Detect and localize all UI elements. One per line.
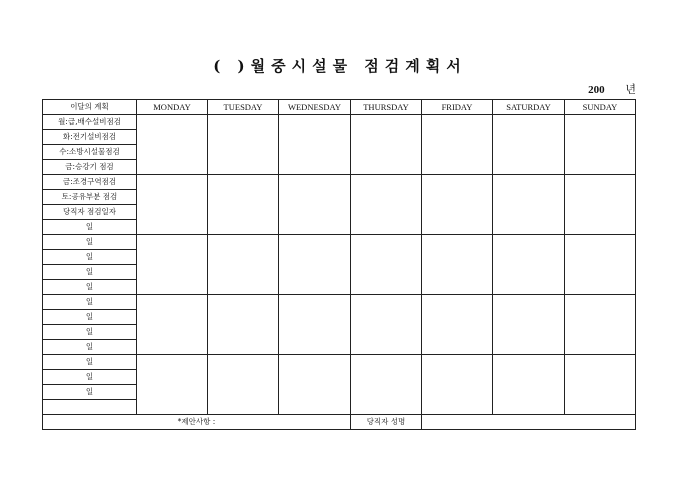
- week5-thursday-cell[interactable]: [351, 355, 422, 415]
- row-label: 화:전기설비점검: [43, 130, 137, 145]
- week3-tuesday-cell[interactable]: [208, 235, 279, 295]
- week1-monday-cell[interactable]: [137, 115, 208, 175]
- week1-thursday-cell[interactable]: [351, 115, 422, 175]
- day-header-tuesday: TUESDAY: [208, 100, 279, 115]
- week3-saturday-cell[interactable]: [493, 235, 565, 295]
- week2-thursday-cell[interactable]: [351, 175, 422, 235]
- day-header-monday: MONDAY: [137, 100, 208, 115]
- document-title: ( )월중시설물 점검계획서: [213, 57, 467, 75]
- row-label: 일: [43, 325, 137, 340]
- row-label: 일: [43, 235, 137, 250]
- day-header-saturday: SATURDAY: [493, 100, 565, 115]
- week1-friday-cell[interactable]: [422, 115, 493, 175]
- week3-monday-cell[interactable]: [137, 235, 208, 295]
- row-label: 토:공유부분 점검: [43, 190, 137, 205]
- week2-tuesday-cell[interactable]: [208, 175, 279, 235]
- week4-friday-cell[interactable]: [422, 295, 493, 355]
- row-label: 수:소방시설물점검: [43, 145, 137, 160]
- week2-monday-cell[interactable]: [137, 175, 208, 235]
- inspection-plan-table: [42, 99, 636, 430]
- day-header-wednesday: WEDNESDAY: [279, 100, 351, 115]
- week5-monday-cell[interactable]: [137, 355, 208, 415]
- day-header-sunday: SUNDAY: [565, 100, 636, 115]
- duty-officer-name-label: 당직자 성명: [351, 415, 422, 430]
- row-label: 일: [43, 295, 137, 310]
- week3-thursday-cell[interactable]: [351, 235, 422, 295]
- row-label: 당직자 점검일자: [43, 205, 137, 220]
- suggestion-label: *제안사항 :: [43, 415, 351, 430]
- table-row: [43, 175, 636, 190]
- table-row: [43, 235, 636, 250]
- row-label: 금:승강기 점검: [43, 160, 137, 175]
- row-label: 일: [43, 385, 137, 400]
- row-label: 일: [43, 280, 137, 295]
- week3-wednesday-cell[interactable]: [279, 235, 351, 295]
- week3-sunday-cell[interactable]: [565, 235, 636, 295]
- plan-header-cell: 이달의 계획: [43, 100, 137, 115]
- week2-friday-cell[interactable]: [422, 175, 493, 235]
- row-label: 일: [43, 220, 137, 235]
- day-header-friday: FRIDAY: [422, 100, 493, 115]
- table-row: [43, 295, 636, 310]
- year-prefix: 200: [588, 84, 605, 96]
- year-unit: 년: [625, 83, 636, 96]
- week5-tuesday-cell[interactable]: [208, 355, 279, 415]
- footer-row: [43, 415, 636, 430]
- year-field: [588, 81, 636, 97]
- week2-wednesday-cell[interactable]: [279, 175, 351, 235]
- week4-tuesday-cell[interactable]: [208, 295, 279, 355]
- table-header-row: [43, 100, 636, 115]
- week1-tuesday-cell[interactable]: [208, 115, 279, 175]
- row-label: 금:조경구역점검: [43, 175, 137, 190]
- week3-friday-cell[interactable]: [422, 235, 493, 295]
- week4-wednesday-cell[interactable]: [279, 295, 351, 355]
- week1-sunday-cell[interactable]: [565, 115, 636, 175]
- week2-sunday-cell[interactable]: [565, 175, 636, 235]
- week5-wednesday-cell[interactable]: [279, 355, 351, 415]
- row-label: 월:급,배수설비점검: [43, 115, 137, 130]
- table-row: [43, 115, 636, 130]
- week5-sunday-cell[interactable]: [565, 355, 636, 415]
- row-label: 일: [43, 265, 137, 280]
- week2-saturday-cell[interactable]: [493, 175, 565, 235]
- row-label: 일: [43, 340, 137, 355]
- week4-monday-cell[interactable]: [137, 295, 208, 355]
- row-label: 일: [43, 250, 137, 265]
- week1-wednesday-cell[interactable]: [279, 115, 351, 175]
- week4-sunday-cell[interactable]: [565, 295, 636, 355]
- week4-thursday-cell[interactable]: [351, 295, 422, 355]
- row-label: 일: [43, 370, 137, 385]
- week5-friday-cell[interactable]: [422, 355, 493, 415]
- table-row: [43, 355, 636, 370]
- duty-officer-name-field[interactable]: [422, 415, 636, 430]
- week4-saturday-cell[interactable]: [493, 295, 565, 355]
- row-label: 일: [43, 355, 137, 370]
- row-label: 일: [43, 310, 137, 325]
- day-header-thursday: THURSDAY: [351, 100, 422, 115]
- week1-saturday-cell[interactable]: [493, 115, 565, 175]
- week5-saturday-cell[interactable]: [493, 355, 565, 415]
- row-label-empty: [43, 400, 137, 415]
